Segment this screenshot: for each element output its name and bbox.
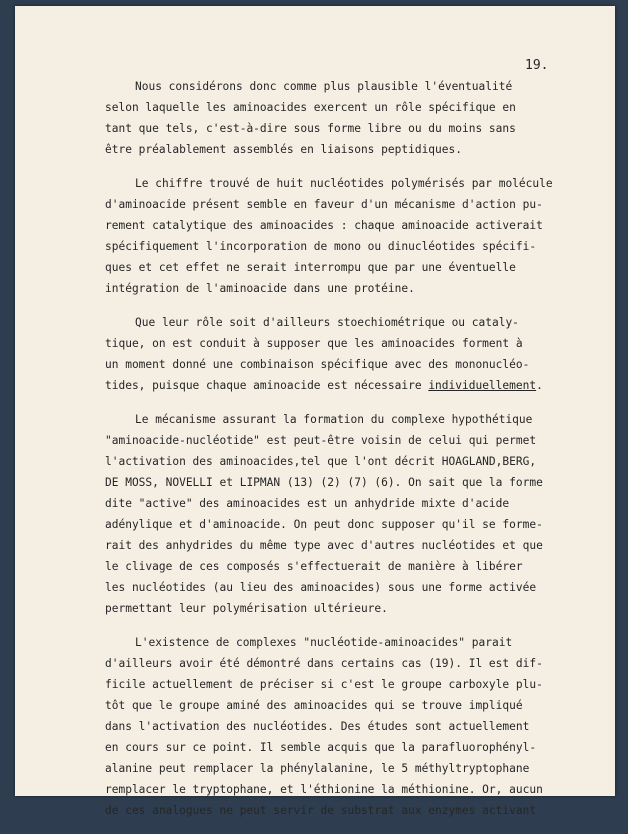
text-line: DE MOSS, NOVELLI et LIPMAN (13) (2) (7) (6). On sait que la forme <box>105 476 543 489</box>
text-line: Le mécanisme assurant la formation du complexe hypothétique <box>135 413 533 426</box>
text-line: les nucléotides (au lieu des aminoacides) sous une forme activée <box>105 581 537 594</box>
text-line: tique, on est conduit à supposer que les aminoacides forment à <box>105 337 523 350</box>
text-fragment: . <box>536 379 543 392</box>
text-line: rement catalytique des aminoacides : chaque aminoacide activerait <box>105 219 543 232</box>
text-line: spécifiquement l'incorporation de mono ou dinucléotides spécifi- <box>105 240 537 253</box>
text-line: remplacer le tryptophane, et l'éthionine la méthionine. Or, aucun <box>105 783 543 796</box>
text-line: dans l'activation des nucléotides. Des études sont actuellement <box>105 720 530 733</box>
text-line: le clivage de ces composés s'effectuerait de manière à libérer <box>105 560 523 573</box>
text-line: être préalablement assemblés en liaisons peptidiques. <box>105 143 462 156</box>
text-line: ques et cet effet ne serait interrompu que par une éventuelle <box>105 261 516 274</box>
text-line: L'existence de complexes "nucléotide-aminoacides" parait <box>135 636 513 649</box>
underlined-emphasis: individuellement <box>428 379 537 392</box>
text-line: de ces analogues ne peut servir de substrat aux enzymes activant <box>105 804 537 817</box>
text-line: d'aminoacide présent semble en faveur d'un mécanisme d'action pu- <box>105 198 543 211</box>
text-line: "aminoacide-nucléotide" est peut-être voisin de celui qui permet <box>105 434 537 447</box>
page-number: 19. <box>525 58 549 73</box>
document-page <box>15 6 615 817</box>
text-line: tôt que le groupe aminé des aminoacides qui se trouve impliqué <box>105 699 523 712</box>
text-line: dite "active" des aminoacides est un anhydride mixte d'acide <box>105 497 510 510</box>
paragraph <box>105 312 589 396</box>
text-line: selon laquelle les aminoacides exercent un rôle spécifique en <box>105 101 516 114</box>
text-line <box>105 375 589 396</box>
text-line: en cours sur ce point. Il semble acquis que la parafluorophényl- <box>105 741 537 754</box>
text-line: l'activation des aminoacides,tel que l'ont décrit HOAGLAND,BERG, <box>105 455 537 468</box>
document-body <box>105 76 589 834</box>
text-line: adénylique et d'aminoacide. On peut donc supposer qu'il se forme- <box>105 518 543 531</box>
text-fragment: tides, puisque chaque aminoacide est nécessaire <box>105 379 429 392</box>
text-line: Le chiffre trouvé de huit nucléotides polymérisés par molécule <box>135 177 553 190</box>
text-line: ficile actuellement de préciser si c'est le groupe carboxyle plu- <box>105 678 543 691</box>
text-line: tant que tels, c'est-à-dire sous forme libre ou du moins sans <box>105 122 516 135</box>
paragraph <box>105 632 589 821</box>
text-line: permettant leur polymérisation ultérieure. <box>105 602 388 615</box>
text-line: rait des anhydrides du même type avec d'autres nucléotides et que <box>105 539 543 552</box>
text-line: intégration de l'aminoacide dans une protéine. <box>105 282 415 295</box>
paragraph <box>105 409 589 619</box>
text-line: d'ailleurs avoir été démontré dans certains cas (19). Il est dif- <box>105 657 543 670</box>
text-line: Nous considérons donc comme plus plausible l'éventualité <box>135 80 513 93</box>
paragraph <box>105 76 589 160</box>
text-line: alanine peut remplacer la phénylalanine, le 5 méthyltryptophane <box>105 762 530 775</box>
text-line: un moment donné une combinaison spécifique avec des mononucléo- <box>105 358 530 371</box>
text-line: Que leur rôle soit d'ailleurs stoechiométrique ou cataly- <box>135 316 519 329</box>
paragraph <box>105 173 589 299</box>
